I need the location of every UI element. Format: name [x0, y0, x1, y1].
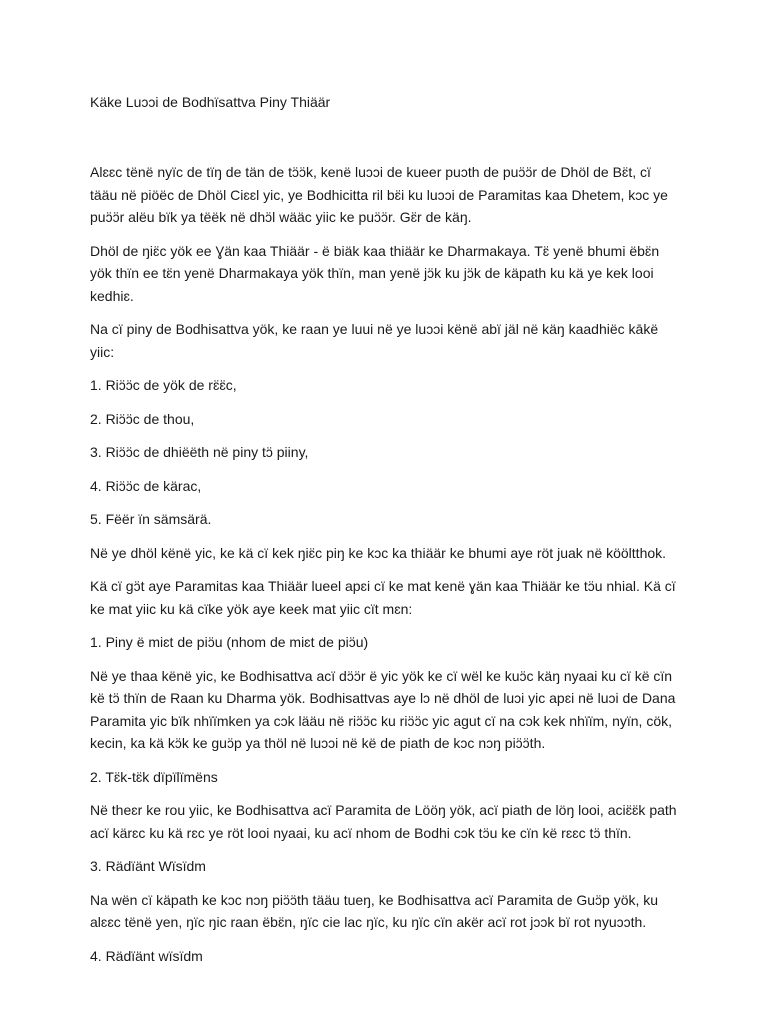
- list-item-fear-1: 1. Riɔ̈ɔ̈c de yök de rɛ̈ɛ̈c,: [90, 377, 237, 393]
- section-heading-2: 2. Tɛ̈k-tɛ̈k dïpïlïmëns: [90, 768, 218, 785]
- paragraph-section-1: Në ye thaa kënë yic, ke Bodhisattva acï dɔ̈ɔ̈r ë yic yök ke cï wël ke kuɔ̈c käŋ nyaai ku cï kë cïn kë tɔ̈ thïn de Raan ku Dharma yök. Bodhisattvas aye lɔ në dhöl de luɔi yic apɛi në luɔi de Dana Paramita yic bïk nhïïmken ya cɔk lääu në riɔ̈ɔ̈c ku riɔ̈ɔ̈c yic agut cï na cɔk kek nhïïm, nyïn, cök, kecin, ka kä kɔ̈k ke guɔ̈p ya thöl në luɔɔi në kë de piath de kɔc nɔŋ piɔ̈ɔ̈th.: [90, 667, 676, 751]
- paragraph-section-3: Na wën cï käpath ke kɔc nɔŋ piɔ̈ɔ̈th tääu tueŋ, ke Bodhisattva acï Paramita de Guɔ̈p yök, ku alɛɛc tënë yen, ŋïc ŋic raan ëbɛ̈n, ŋïc cie lac ŋïc, ku ŋïc cïn akër acï rot jɔɔk bï rot nyuɔɔth.: [90, 891, 659, 930]
- paragraph-path: Dhöl de ŋiɛ̈c yök ee Ɣän kaa Thiäär - ë biäk kaa thiäär ke Dharmakaya. Tɛ̈ yenë bhumi ëbɛ̈n yök thïn ee tɛ̈n yenë Dharmakaya yök thïn, man yenë jɔ̈k ku jɔ̈k de käpath ku kä ye kek looi kedhiɛ.: [90, 242, 660, 304]
- list-item-fear-2: 2. Riɔ̈ɔ̈c de thou,: [90, 410, 195, 427]
- paragraph-section-2: Në theɛr ke rou yiic, ke Bodhisattva acï Paramita de Lööŋ yök, acï piath de löŋ looi, aciɛ̈ɛ̈k path acï kärɛc ku kä rɛc ye röt looi nyaai, ku acï nhom de Bodhi cɔk tɔ̈u ke cïn kë rɛɛc tɔ̈ thïn.: [90, 802, 677, 841]
- paragraph-fears-intro: Na cï piny de Bodhisattva yök, ke raan ye luui në ye luɔɔi kënë abï jäl në käŋ kaadhiëc kākë yiic:: [90, 321, 659, 360]
- paragraph-paramitas: Kä cï gɔ̈t aye Paramitas kaa Thiäär lueel apɛi cï ke mat kenë ɣän kaa Thiäär ke tɔ̈u nhial. Kä cï ke mat yiic ku kä cïke yök aye keek mat yiic cït mɛn:: [90, 578, 676, 617]
- section-heading-3: 3. Rädïänt Wïsïdm: [90, 858, 206, 874]
- list-item-fear-4: 4. Riɔ̈ɔ̈c de kärac,: [90, 477, 202, 494]
- list-item-fear-5: 5. Fëër ïn sämsärä.: [90, 511, 212, 527]
- paragraph-bhumi: Në ye dhöl kënë yic, ke kä cï kek ŋiɛ̈c piŋ ke kɔc ka thiäär ke bhumi aye röt juak në kööltthok.: [90, 544, 667, 561]
- section-heading-4: 4. Rädïänt wïsïdm: [90, 947, 203, 964]
- document-title: Käke Luɔɔi de Bodhïsattva Piny Thiäär: [90, 94, 331, 110]
- list-item-fear-3: 3. Riɔ̈ɔ̈c de dhiëëth në piny tɔ̈ piiny,: [90, 444, 309, 460]
- section-heading-1: 1. Piny ë miɛt de piɔ̈u (nhom de miɛt de piɔ̈u): [90, 634, 369, 650]
- paragraph-intro: Alɛɛc tënë nyïc de tïŋ de tän de tɔ̈ɔ̈k, kenë luɔɔi de kueer puɔth de puɔ̈ɔ̈r de Dhöl de Bɛ̈t, cï tääu në piöëc de Dhöl Ciɛɛl yic, ye Bodhicitta ril bɛ̈i ku luɔɔi de Paramitas kaa Dhetem, kɔc ye puɔ̈ɔ̈r alëu bïk ya tëëk në dhɔ̈l wääc yiic ke puɔ̈ɔ̈r. Gɛ̈r de käŋ.: [90, 164, 668, 225]
